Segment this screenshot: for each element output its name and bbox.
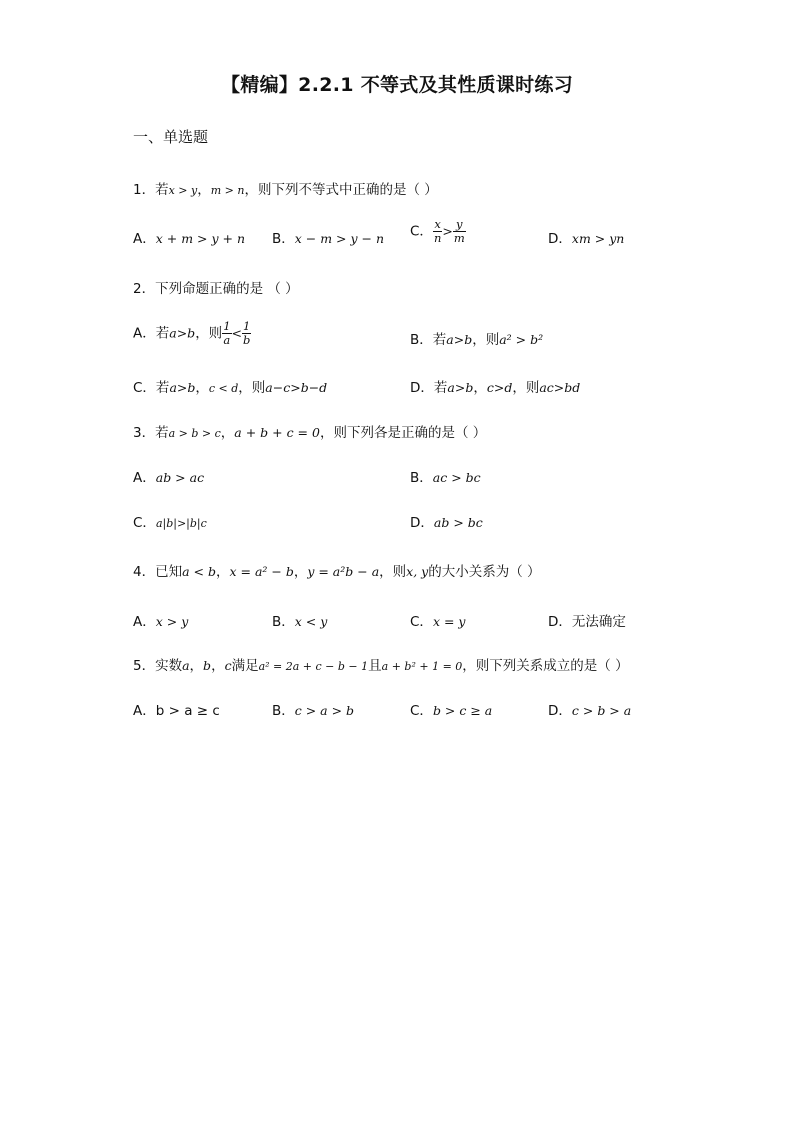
question-1-option-d: D．xm > yn <box>548 231 625 247</box>
question-5-option-d: D．c > b > a <box>548 703 632 719</box>
question-4-option-c: C．x = y <box>410 614 466 630</box>
question-1-option-c: C． $\frac{x}{n}$ > $\frac{y}{m}$ <box>410 217 465 245</box>
question-2-option-d: D．若a>b，c>d，则ac>bd <box>410 380 581 396</box>
question-4-option-d: D．无法确定 <box>548 614 626 630</box>
question-3-stem: 3．若a > b > c，a + b + c = 0，则下列各是正确的是（ ） <box>133 425 487 441</box>
question-4-option-b: B．x < y <box>272 614 328 630</box>
question-4-option-a: A．x > y <box>133 614 189 630</box>
question-1-option-a: A．x + m > y + n <box>133 231 246 247</box>
question-1-stem: 1．若x > y，m > n，则下列不等式中正确的是（ ） <box>133 182 438 198</box>
question-1-option-b: B．x − m > y − n <box>272 231 385 247</box>
question-3-option-d: D．ab > bc <box>410 515 483 531</box>
question-2-option-b: B．若a>b，则a² > b² <box>410 332 544 348</box>
question-2-stem: 2．下列命题正确的是 （ ） <box>133 281 299 297</box>
question-3-option-a: A．ab > ac <box>133 470 205 486</box>
question-2-option-a: A．若a>b，则 $\frac{1}{a}$ < $\frac{1}{b}$ <box>133 319 251 347</box>
question-3-option-c: C．a|b|>|b|c <box>133 515 207 531</box>
question-2-option-c: C．若a>b，c < d，则a−c>b−d <box>133 380 328 396</box>
question-3-option-b: B．ac > bc <box>410 470 481 486</box>
question-4-stem: 4．已知a < b，x = a² − b，y = a²b − a，则x, y的大小关系为（ ） <box>133 564 541 580</box>
document-title: 【精编】2.2.1 不等式及其性质课时练习 <box>220 74 573 96</box>
question-5-option-b: B．c > a > b <box>272 703 355 719</box>
question-5-stem: 5．实数a，b，c满足a² = 2a + c − b − 1且a + b² + 1 = 0，则下列关系成立的是（ ） <box>133 658 629 674</box>
question-5-option-a: A．b > a ≥ c <box>133 703 220 719</box>
section-heading: 一、单选题 <box>133 128 209 146</box>
question-5-option-c: C．b > c ≥ a <box>410 703 493 719</box>
